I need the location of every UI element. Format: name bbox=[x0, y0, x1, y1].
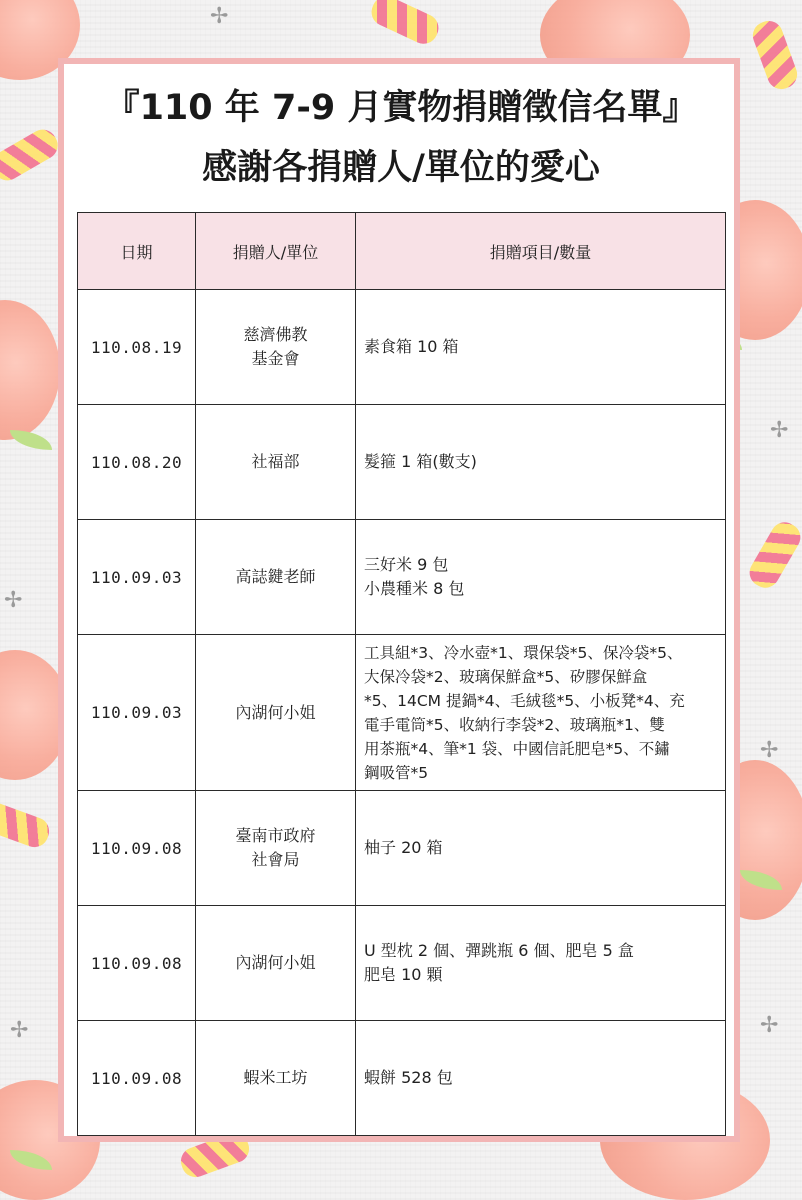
item-line: 素食箱 10 箱 bbox=[364, 337, 459, 356]
donor-cell bbox=[196, 290, 356, 405]
items-cell bbox=[356, 290, 726, 405]
donor-line: 蝦米工坊 bbox=[243, 1068, 308, 1087]
donor-line: 臺南市政府 bbox=[235, 826, 316, 845]
date-cell: 110.09.03 bbox=[78, 520, 196, 635]
items-cell bbox=[356, 635, 726, 791]
item-line: *5、14CM 提鍋*4、毛絨毯*5、小板凳*4、充 bbox=[364, 691, 685, 710]
page-title: 『110 年 7-9 月實物捐贈徵信名單』 bbox=[104, 88, 698, 128]
item-line: 肥皂 10 顆 bbox=[364, 965, 443, 984]
item-line: 電手電筒*5、收納行李袋*2、玻璃瓶*1、雙 bbox=[364, 715, 665, 734]
candy-decoration bbox=[745, 517, 802, 593]
table-row bbox=[78, 791, 726, 906]
date-cell: 110.09.03 bbox=[78, 635, 196, 791]
item-line: 大保冷袋*2、玻璃保鮮盒*5、矽膠保鮮盒 bbox=[364, 667, 648, 686]
donor-cell bbox=[196, 791, 356, 906]
table-header-row bbox=[78, 213, 726, 290]
sparkle-decoration: ✢ bbox=[760, 738, 779, 763]
table-row bbox=[78, 290, 726, 405]
donor-line: 慈濟佛教 bbox=[243, 325, 308, 344]
donor-line: 內湖何小姐 bbox=[235, 953, 316, 972]
items-cell bbox=[356, 520, 726, 635]
table-row bbox=[78, 520, 726, 635]
items-cell bbox=[356, 405, 726, 520]
candy-decoration bbox=[0, 799, 53, 851]
items-cell bbox=[356, 906, 726, 1021]
sparkle-decoration: ✢ bbox=[770, 418, 789, 443]
donor-line: 社會局 bbox=[251, 850, 300, 869]
table-row bbox=[78, 635, 726, 791]
header-date: 日期 bbox=[78, 213, 196, 290]
donor-line: 社福部 bbox=[251, 452, 300, 471]
item-line: 髮箍 1 箱(數支) bbox=[364, 452, 477, 471]
sparkle-decoration: ✢ bbox=[4, 588, 23, 613]
donor-cell bbox=[196, 520, 356, 635]
item-line: 蝦餅 528 包 bbox=[364, 1068, 453, 1087]
donor-line: 高誌鍵老師 bbox=[235, 567, 316, 586]
table-row bbox=[78, 405, 726, 520]
page-subtitle: 感謝各捐贈人/單位的愛心 bbox=[202, 148, 600, 188]
donor-cell bbox=[196, 906, 356, 1021]
donation-table bbox=[77, 212, 726, 1136]
item-line: 三好米 9 包 bbox=[364, 555, 449, 574]
item-line: 小農種米 8 包 bbox=[364, 579, 465, 598]
donor-cell bbox=[196, 1021, 356, 1136]
date-cell: 110.08.20 bbox=[78, 405, 196, 520]
peach-decoration bbox=[0, 300, 60, 440]
header-donor: 捐贈人/單位 bbox=[196, 213, 356, 290]
donor-line: 基金會 bbox=[251, 349, 300, 368]
item-line: 用茶瓶*4、筆*1 袋、中國信託肥皂*5、不鏽 bbox=[364, 739, 670, 758]
item-line: 工具組*3、冷水壺*1、環保袋*5、保冷袋*5、 bbox=[364, 643, 683, 662]
table-row bbox=[78, 1021, 726, 1136]
items-cell bbox=[356, 1021, 726, 1136]
date-cell: 110.08.19 bbox=[78, 290, 196, 405]
item-line: 鋼吸管*5 bbox=[364, 763, 429, 782]
sparkle-decoration: ✢ bbox=[10, 1018, 29, 1043]
donor-cell bbox=[196, 405, 356, 520]
header-items: 捐贈項目/數量 bbox=[356, 213, 726, 290]
date-cell: 110.09.08 bbox=[78, 1021, 196, 1136]
table-row bbox=[78, 906, 726, 1021]
date-cell: 110.09.08 bbox=[78, 906, 196, 1021]
leaf-decoration bbox=[10, 430, 52, 450]
items-cell bbox=[356, 791, 726, 906]
donor-line: 內湖何小姐 bbox=[235, 702, 316, 722]
sparkle-decoration: ✢ bbox=[760, 1013, 779, 1038]
item-line: 柚子 20 箱 bbox=[364, 838, 443, 857]
item-line: U 型枕 2 個、彈跳瓶 6 個、肥皂 5 盒 bbox=[364, 941, 634, 960]
donor-cell bbox=[196, 635, 356, 791]
sparkle-decoration: ✢ bbox=[210, 4, 229, 29]
date-cell: 110.09.08 bbox=[78, 791, 196, 906]
candy-decoration bbox=[367, 0, 443, 48]
